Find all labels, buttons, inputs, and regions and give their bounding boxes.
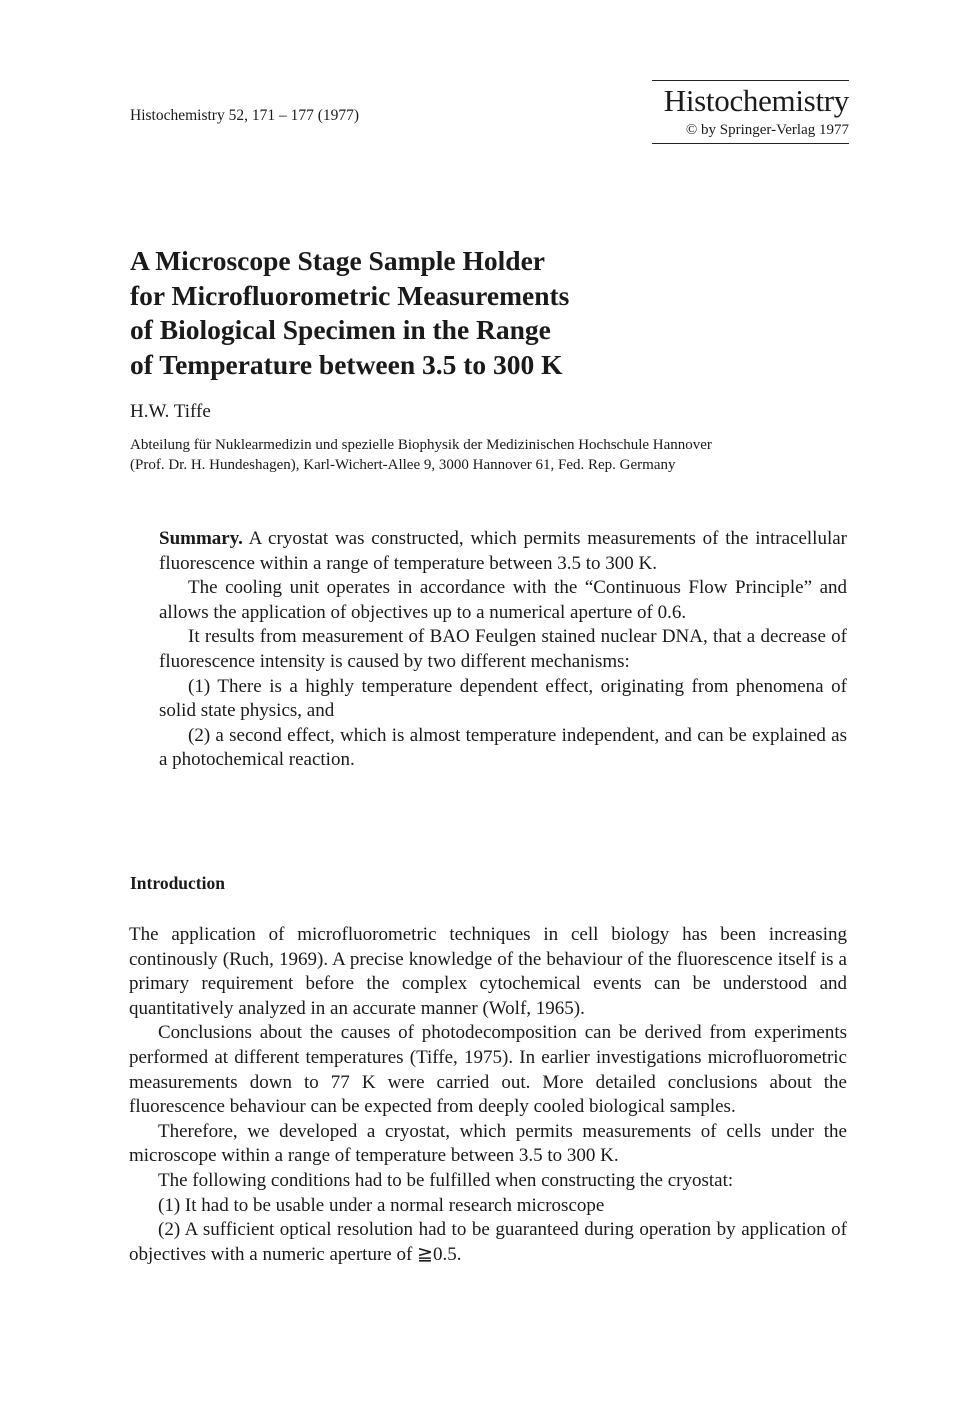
journal-masthead — [652, 80, 849, 144]
journal-name: Histochemistry — [663, 83, 849, 118]
title-line: of Temperature between 3.5 to 300 K — [130, 348, 563, 380]
intro-paragraph: The application of microfluorometric techniques in cell biology has been increasing continously (Ruch, 1969). A precise knowledge of the behaviour of the fluorescence itself is a primary requirement before the complex cytochemical events can be understood and quantitatively analyzed in an accurate manner (Wolf, 1965). — [129, 924, 847, 1019]
title-line: for Microfluorometric Measurements — [130, 279, 570, 311]
title-line: A Microscope Stage Sample Holder — [130, 245, 545, 276]
summary-paragraph: (1) There is a highly temperature dependent effect, originating from phenomena of solid state physics, and — [159, 675, 847, 722]
summary-label: Summary. — [159, 528, 243, 549]
summary-paragraph — [159, 527, 847, 576]
summary-text: A cryostat was constructed, which permits measurements of the intracellular fluorescence within a range of temperature between 3.5 to 300 K. — [159, 528, 847, 574]
intro-paragraph: The following conditions had to be fulfilled when constructing the cryostat: — [158, 1169, 734, 1191]
intro-paragraph: (1) It had to be usable under a normal research microscope — [158, 1194, 605, 1216]
section-heading-introduction: Introduction — [130, 873, 225, 893]
article-title — [130, 244, 690, 382]
title-line: of Biological Specimen in the Range — [130, 314, 551, 345]
intro-paragraph: (2) A sufficient optical resolution had to be guaranteed during operation by application of objectives with a numeric aperture of ≧0.5. — [129, 1219, 847, 1265]
summary-paragraph: The cooling unit operates in accordance with the “Continuous Flow Principle” and allows the application of objectives up to a numerical aperture of 0.6. — [159, 577, 847, 623]
affiliation-line: (Prof. Dr. H. Hundeshagen), Karl-Wichert-Allee 9, 3000 Hannover 61, Fed. Rep. Germany — [130, 456, 676, 473]
author-name: H.W. Tiffe — [130, 401, 211, 422]
intro-paragraph: Conclusions about the causes of photodecomposition can be derived from experiments performed at different temperatures (Tiffe, 1975). In earlier investigations microfluorometric measurements down to 77 K were carried out. More detailed conclusions about the fluorescence behaviour can be expected from deeply cooled biological samples. — [129, 1022, 847, 1118]
affiliation-line: Abteilung für Nuklearmedizin und spezielle Biophysik der Medizinischen Hochschule Hannover — [130, 437, 712, 453]
author-affiliation — [130, 436, 850, 475]
introduction-section — [129, 923, 847, 1267]
summary-paragraph: It results from measurement of BAO Feulgen stained nuclear DNA, that a decrease of fluorescence intensity is caused by two different mechanisms: — [159, 626, 847, 672]
copyright-notice: © by Springer-Verlag 1977 — [685, 122, 849, 138]
summary-paragraph: (2) a second effect, which is almost temperature independent, and can be explained as a photochemical reaction. — [159, 724, 847, 771]
journal-citation: Histochemistry 52, 171 – 177 (1977) — [130, 107, 360, 124]
summary-section — [159, 527, 847, 773]
intro-paragraph: Therefore, we developed a cryostat, which permits measurements of cells under the microscope within a range of temperature between 3.5 to 300 K. — [129, 1120, 847, 1167]
